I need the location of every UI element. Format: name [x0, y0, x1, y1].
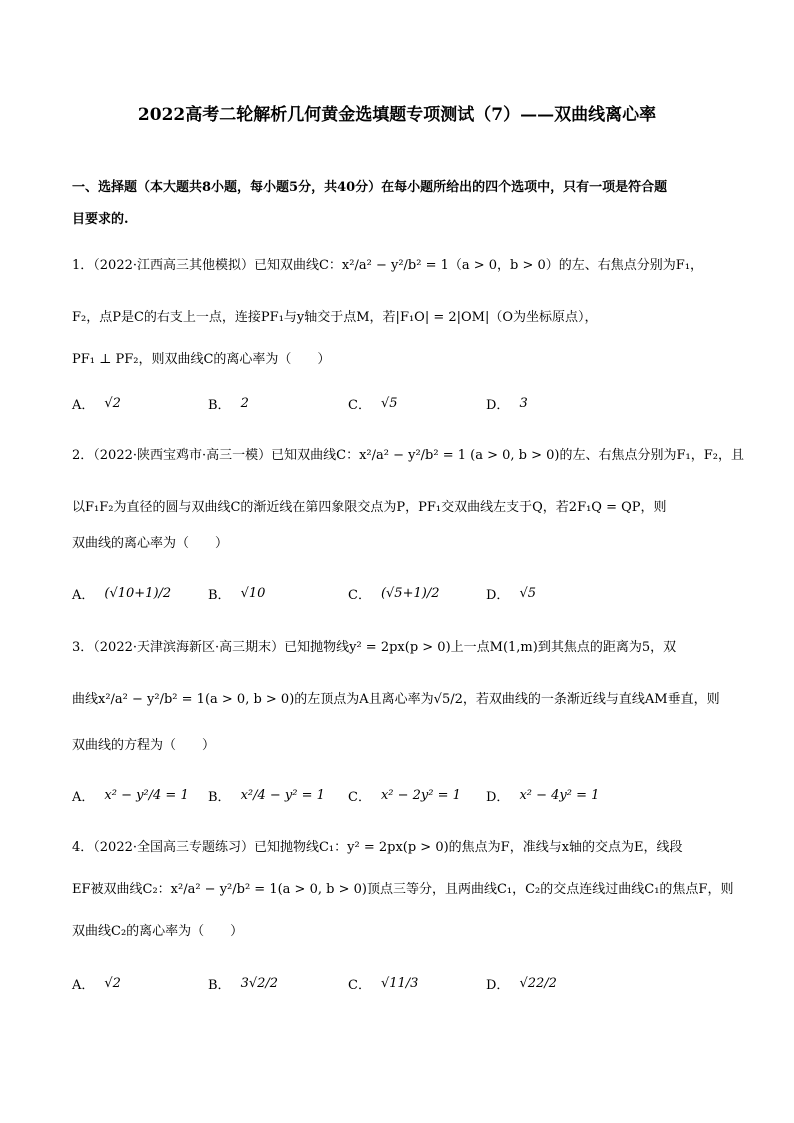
question-1-option-d[interactable]: D． 3 [486, 395, 528, 413]
question-3-option-b[interactable]: B． x²/4 − y² = 1 [208, 787, 325, 805]
question-4-line-2: EF被双曲线C₂：x²/a² − y²/b² = 1(a > 0, b > 0)顶点三等分，且两曲线C₁，C₂的交点连线过曲线C₁的焦点F，则 [72, 882, 734, 897]
question-1-option-c[interactable]: C． √5 [348, 395, 398, 413]
question-1-option-a[interactable]: A． √2 [72, 395, 121, 413]
question-2-line-1: 2．（2022·陕西宝鸡市·高三一模）已知双曲线C：x²/a² − y²/b² = 1 (a > 0, b > 0)的左、右焦点分别为F₁，F₂，且 [72, 448, 744, 463]
question-1-options [72, 386, 732, 420]
question-3-line-1: 3．（2022·天津滨海新区·高三期末）已知抛物线y² = 2px(p > 0)上一点M(1,m)到其焦点的距离为5，双 [72, 640, 677, 655]
question-4-option-a[interactable]: A． √2 [72, 975, 121, 993]
question-4-line-3: 双曲线C₂的离心率为（ ） [72, 924, 244, 939]
question-1-option-b[interactable]: B． 2 [208, 395, 249, 413]
page-title: 2022高考二轮解析几何黄金选填题专项测试（7）——双曲线离心率 [137, 105, 657, 125]
question-2-option-b[interactable]: B． √10 [208, 585, 266, 603]
question-2-option-d[interactable]: D． √5 [486, 585, 536, 603]
question-2-options [72, 576, 732, 610]
question-3-line-2: 曲线x²/a² − y²/b² = 1(a > 0, b > 0)的左顶点为A且离心率为√5/2，若双曲线的一条渐近线与直线AM垂直，则 [72, 692, 720, 707]
section-header-line-2: 目要求的. [72, 212, 129, 227]
question-3-options [72, 778, 732, 812]
question-4-option-b[interactable]: B． 3√2/2 [208, 975, 279, 993]
question-1-line-2: F₂，点P是C的右支上一点，连接PF₁与y轴交于点M，若|F₁O| = 2|OM|（O为坐标原点）， [72, 310, 598, 325]
question-3-line-3: 双曲线的方程为（ ） [72, 738, 216, 753]
question-2-line-3: 双曲线的离心率为（ ） [72, 536, 229, 551]
question-4-line-1: 4．（2022·全国高三专题练习）已知抛物线C₁：y² = 2px(p > 0)的焦点为F，准线与x轴的交点为E，线段 [72, 840, 683, 855]
question-2-option-a[interactable]: A． (√10+1)/2 [72, 585, 172, 603]
question-2-option-c[interactable]: C． (√5+1)/2 [348, 585, 440, 603]
question-3-option-d[interactable]: D． x² − 4y² = 1 [486, 787, 600, 805]
question-3-option-c[interactable]: C． x² − 2y² = 1 [348, 787, 461, 805]
question-1-line-1: 1．（2022·江西高三其他模拟）已知双曲线C：x²/a² − y²/b² = 1（a > 0，b > 0）的左、右焦点分别为F₁， [72, 258, 704, 273]
question-2-line-2: 以F₁F₂为直径的圆与双曲线C的渐近线在第四象限交点为P，PF₁交双曲线左支于Q，若2F₁Q = QP，则 [72, 500, 667, 515]
question-1-line-3: PF₁ ⊥ PF₂，则双曲线C的离心率为（ ） [72, 352, 331, 367]
question-4-option-c[interactable]: C． √11/3 [348, 975, 419, 993]
section-header-line-1: 一、选择题（本大题共8小题，每小题5分，共40分）在每小题所给出的四个选项中，只有一项是符合题 [72, 180, 668, 195]
question-4-option-d[interactable]: D． √22/2 [486, 975, 557, 993]
question-4-options [72, 966, 732, 1000]
question-3-option-a[interactable]: A． x² − y²/4 = 1 [72, 787, 189, 805]
